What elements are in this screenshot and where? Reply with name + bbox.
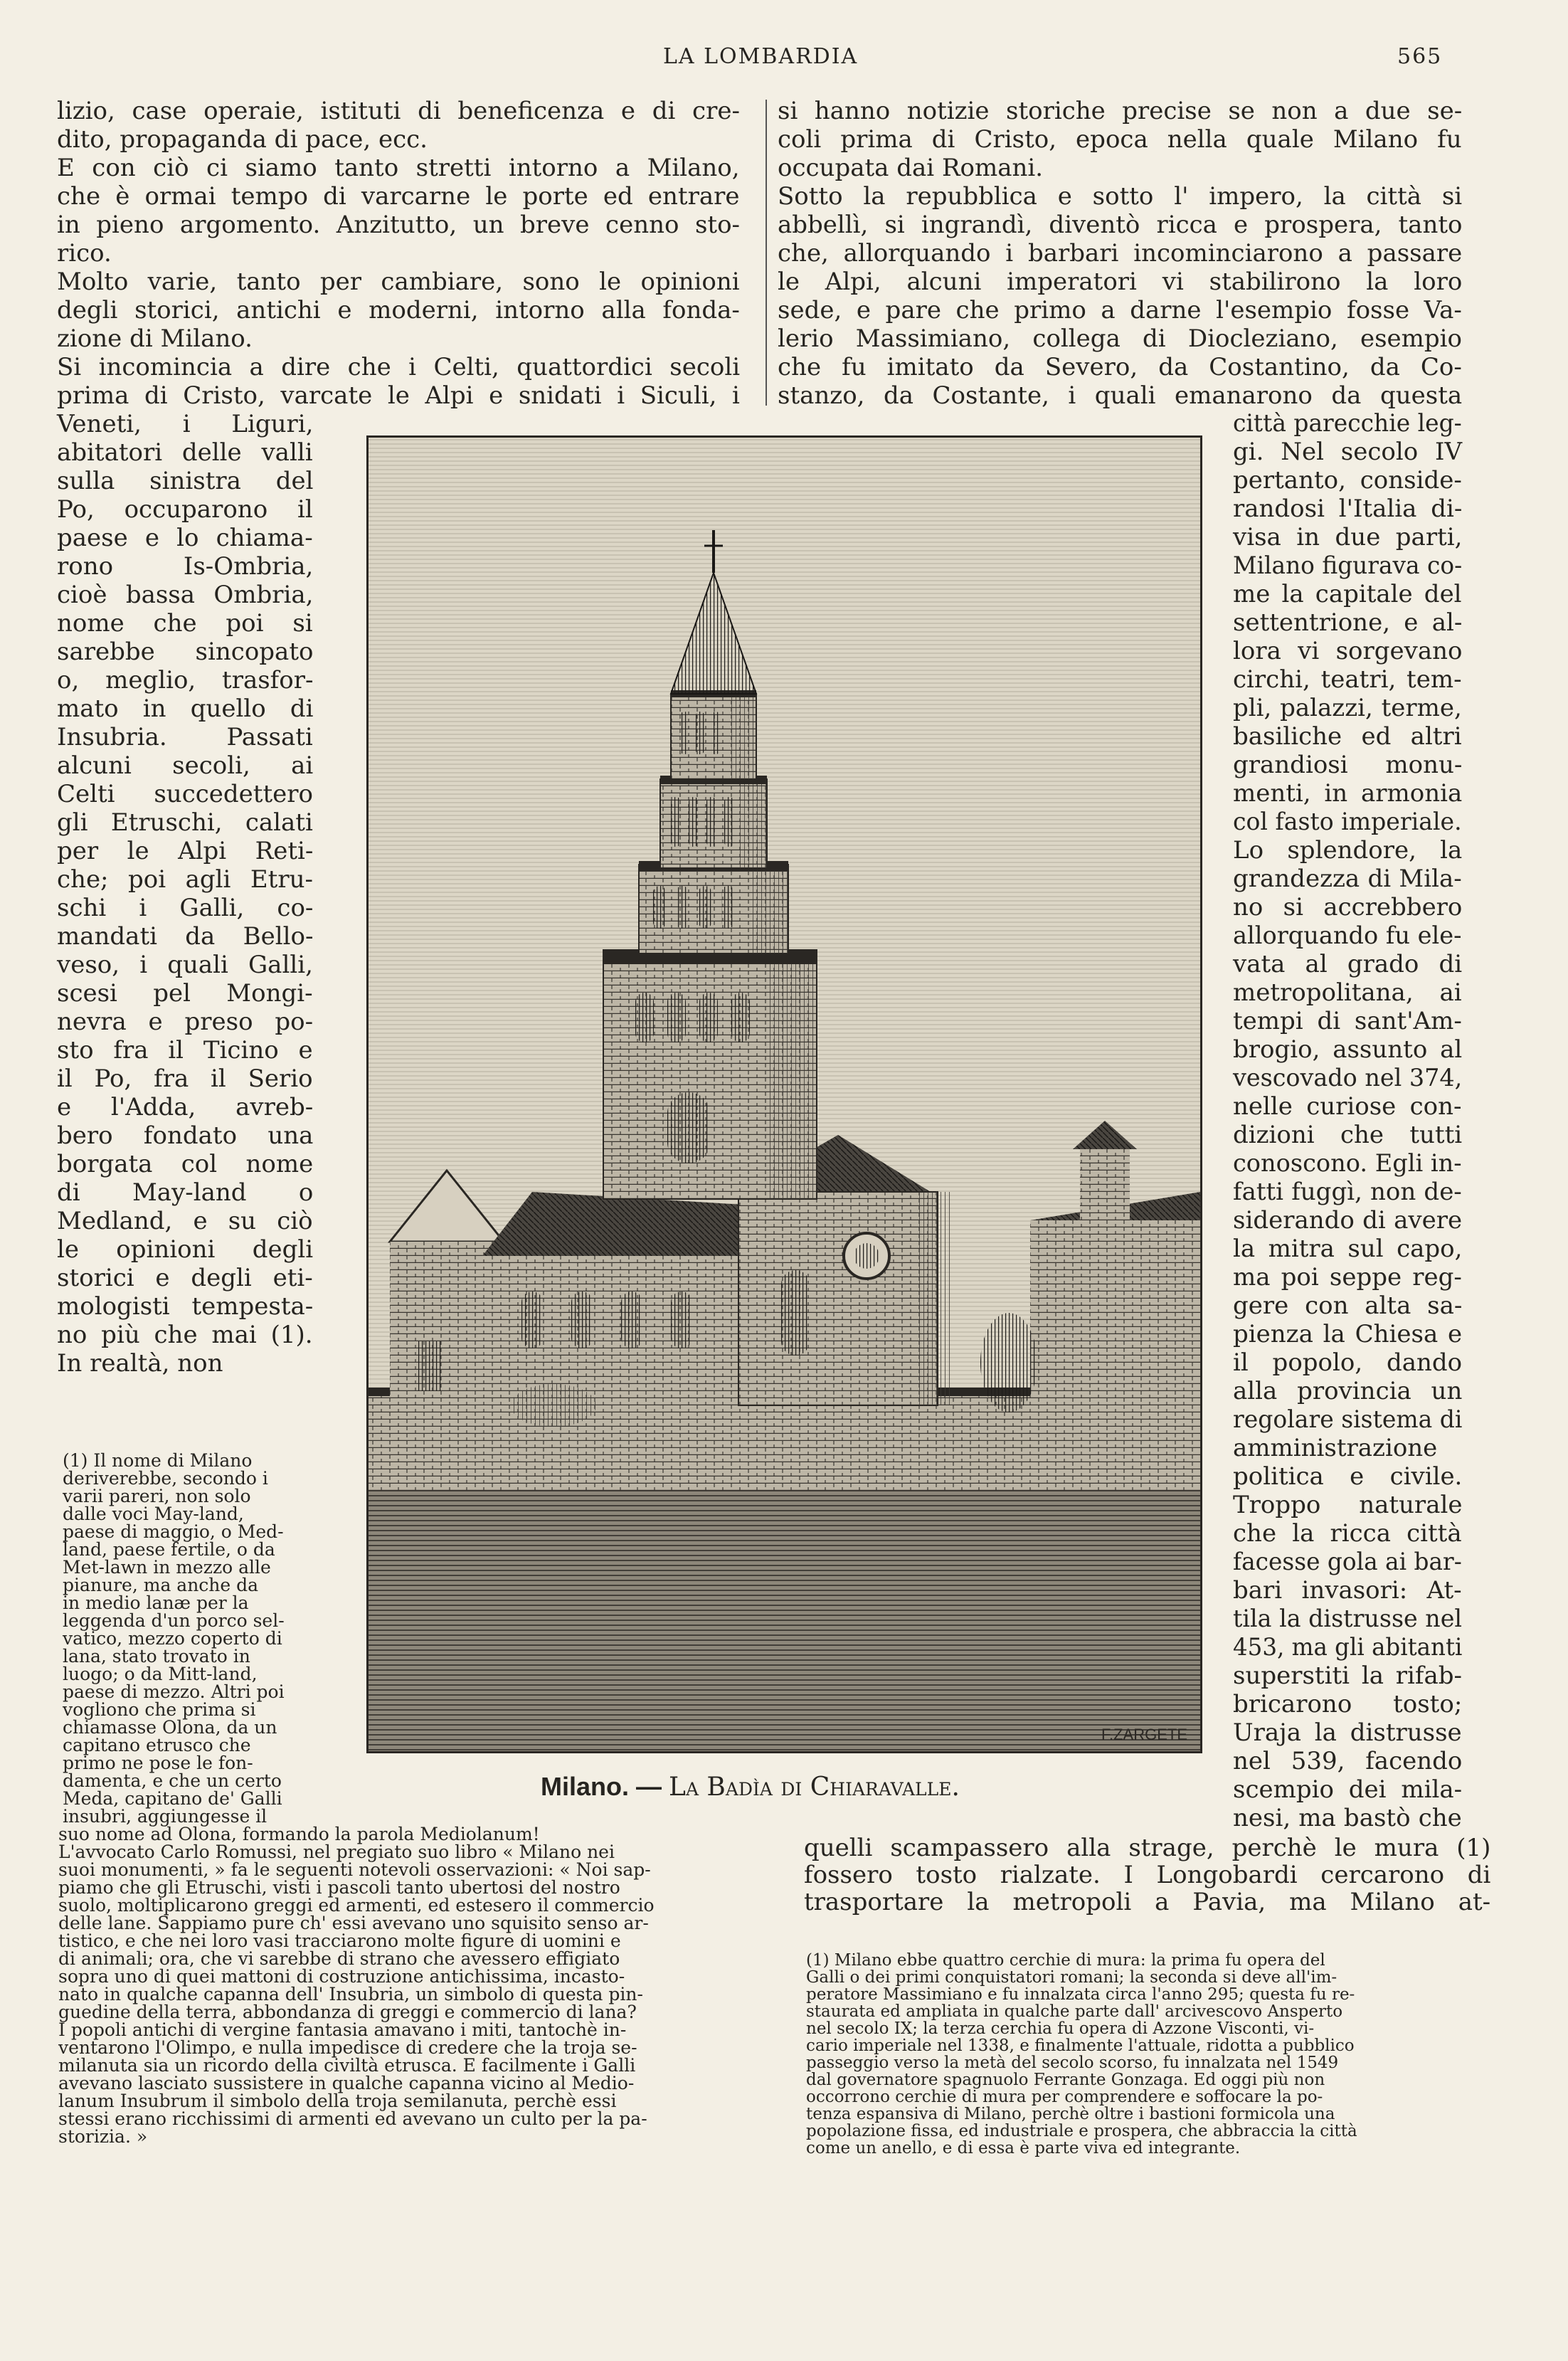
footnote-left-narrow-line: Meda, capitano de' Galli xyxy=(63,1788,282,1809)
header-title: LA LOMBARDIA xyxy=(663,44,859,69)
footnote-right-line: popolazione fissa, ed industriale e prospera, che abbraccia la città xyxy=(806,2122,1357,2140)
left-narrow-line: gli Etruschi, calati xyxy=(57,808,313,837)
right-narrow-line: pertanto, conside- xyxy=(1233,466,1462,495)
right-narrow-line: scempio dei mila- xyxy=(1233,1775,1463,1804)
footnote-right-line: occorrono cerchie di mura per comprendere e soffocare la po- xyxy=(806,2088,1323,2106)
right-bottom-line: trasportare la metropoli a Pavia, ma Milano at- xyxy=(804,1888,1491,1916)
right-narrow-line: no si accrebbero xyxy=(1233,893,1463,921)
right-top-line: sede, e pare che primo a darne l'esempio fosse Va- xyxy=(778,296,1462,324)
footnote-right-line: nel secolo IX; la terza cerchia fu opera di Azzone Visconti, vi- xyxy=(806,2019,1315,2038)
footnote-left-narrow-line: damenta, e che un certo xyxy=(63,1770,282,1791)
footnote-left-narrow-line: vatico, mezzo coperto di xyxy=(63,1628,282,1649)
left-narrow-line: scesi pel Mongi- xyxy=(57,979,313,1008)
right-narrow-line: nelle curiose con- xyxy=(1233,1092,1462,1121)
left-top-line: prima di Cristo, varcate le Alpi e snidati i Siculi, i xyxy=(57,381,740,410)
left-narrow-line: le opinioni degli xyxy=(57,1235,314,1264)
left-narrow-line: nome che poi si xyxy=(57,609,313,638)
left-top-line: zione di Milano. xyxy=(57,324,253,353)
footnote-left-narrow-line: capitano etrusco che xyxy=(63,1735,251,1755)
right-bottom-line: quelli scampassero alla strage, perchè le mura (1) xyxy=(804,1834,1491,1862)
left-narrow-line: cioè bassa Ombria, xyxy=(57,581,314,609)
right-narrow-line: regolare sistema di xyxy=(1233,1405,1463,1434)
left-narrow-line: mologisti tempesta- xyxy=(57,1292,314,1321)
footnote-left-wide-line: piamo che gli Etruschi, visti i pascoli tanto ubertosi del nostro xyxy=(58,1877,620,1898)
right-narrow-line: amministrazione xyxy=(1233,1434,1438,1462)
left-narrow-line: il Po, fra il Serio xyxy=(57,1065,313,1093)
left-top-line: lizio, case operaie, istituti di beneficenza e di cre- xyxy=(57,97,740,125)
footnote-left-wide-line: avevano lasciato sussistere in qualche capanna vicino al Medio- xyxy=(58,2073,635,2093)
right-top-line: Sotto la repubblica e sotto l' impero, la città si xyxy=(778,182,1463,211)
right-narrow-line: Uraja la distrusse xyxy=(1233,1718,1462,1747)
right-narrow-line: gi. Nel secolo IV xyxy=(1233,438,1463,466)
right-narrow-line: la mitra sul capo, xyxy=(1233,1235,1463,1263)
right-narrow-line: grandiosi monu- xyxy=(1233,751,1463,779)
illustration-chiaravalle-abbey xyxy=(366,435,1202,1753)
footnote-left-wide-line: nato in qualche capanna dell' Insubria, un simbolo di questa pin- xyxy=(58,1984,643,2005)
footnote-right-line: Galli o dei primi conquistatori romani; la seconda si deve all'im- xyxy=(806,1968,1337,1987)
engraver-signature: F.ZARGETE xyxy=(1101,1726,1188,1743)
footnote-left-wide-line: delle lane. Sappiamo pure ch' essi avevano uno squisito senso ar- xyxy=(58,1913,649,1933)
right-narrow-line: tila la distrusse nel xyxy=(1233,1605,1463,1633)
left-narrow-line: no più che mai (1). xyxy=(57,1321,313,1349)
left-narrow-line: mato in quello di xyxy=(57,694,314,723)
right-top-line: coli prima di Cristo, epoca nella quale Milano fu xyxy=(778,125,1462,154)
right-narrow-line: vescovado nel 374, xyxy=(1233,1064,1463,1092)
right-narrow-line: che la ricca città xyxy=(1233,1519,1462,1548)
right-narrow-line: allorquando fu ele- xyxy=(1233,921,1462,950)
right-narrow-line: conoscono. Egli in- xyxy=(1233,1149,1462,1178)
footnote-left-narrow-line: lana, stato trovato in xyxy=(63,1646,250,1667)
left-narrow-line: bero fondato una xyxy=(57,1121,314,1150)
right-top-line: si hanno notizie storiche precise se non a due se- xyxy=(778,97,1463,125)
footnote-right-line: staurata ed ampliata in qualche parte dall' arcivescovo Ansperto xyxy=(806,2002,1343,2021)
right-narrow-line: bricarono tosto; xyxy=(1233,1690,1463,1718)
right-narrow-line: facesse gola ai bar- xyxy=(1233,1548,1462,1576)
footnote-right-line: cario imperiale nel 1338, e finalmente l'attuale, ridotta a pubblico xyxy=(806,2037,1355,2055)
right-narrow-line: bari invasori: At- xyxy=(1233,1576,1462,1605)
left-narrow-line: paese e lo chiama- xyxy=(57,524,313,552)
right-narrow-line: nesi, ma bastò che xyxy=(1233,1804,1462,1832)
left-top-line: che è ormai tempo di varcarne le porte ed entrare xyxy=(57,182,740,211)
right-narrow-line: col fasto imperiale. xyxy=(1233,808,1462,836)
left-narrow-line: Insubria. Passati xyxy=(57,723,313,751)
right-top-line: che fu imitato da Severo, da Costantino, da Co- xyxy=(778,353,1462,381)
footnote-left-narrow-line: land, paese fertile, o da xyxy=(63,1539,275,1560)
right-narrow-line: pienza la Chiesa e xyxy=(1233,1320,1463,1348)
column-rule xyxy=(766,100,767,406)
footnote-left-wide-line: guedine della terra, abbondanza di greggi e commercio di lana? xyxy=(58,2002,637,2022)
left-narrow-line: In realtà, non xyxy=(57,1349,223,1378)
right-narrow-line: visa in due parti, xyxy=(1233,523,1463,551)
footnote-left-wide-line: storizia. » xyxy=(58,2126,148,2147)
caption-title: La Badìa di Chiaravalle. xyxy=(669,1773,960,1802)
right-narrow-line: basiliche ed altri xyxy=(1233,722,1462,751)
footnote-left-narrow-line: varii pareri, non solo xyxy=(63,1486,251,1506)
right-narrow-line: brogio, assunto al xyxy=(1233,1035,1463,1064)
left-narrow-line: per le Alpi Reti- xyxy=(57,837,314,865)
footnote-left-wide-line: ventarono l'Olimpo, e nulla impedisce di credere che la troja se- xyxy=(58,2037,637,2058)
right-narrow-line: dizioni che tutti xyxy=(1233,1121,1463,1149)
footnote-left-narrow-line: leggenda d'un porco sel- xyxy=(63,1610,285,1631)
footnote-right-line: (1) Milano ebbe quattro cerchie di mura: la prima fu opera del xyxy=(806,1951,1325,1970)
right-top-line: le Alpi, alcuni imperatori vi stabilirono la loro xyxy=(778,268,1463,296)
footnote-left-wide-line: I popoli antichi di vergine fantasia amavano i miti, tantochè in- xyxy=(58,2019,627,2040)
footnote-left-narrow-line: Met-lawn in mezzo alle xyxy=(63,1557,271,1578)
footnote-left-narrow-line: vogliono che prima si xyxy=(63,1699,256,1720)
caption-dash: — xyxy=(636,1772,662,1801)
footnote-right-line: passeggio verso la metà del secolo scorso, fu innalzata nel 1549 xyxy=(806,2054,1339,2072)
left-narrow-line: Celti succedettero xyxy=(57,780,313,808)
right-narrow-line: politica e civile. xyxy=(1233,1462,1463,1491)
right-narrow-line: grandezza di Mila- xyxy=(1233,865,1462,893)
right-narrow-line: vata al grado di xyxy=(1233,950,1463,978)
right-narrow-line: città parecchie leg- xyxy=(1233,409,1462,438)
right-narrow-line: siderando di avere xyxy=(1233,1206,1463,1235)
right-top-line: occupata dai Romani. xyxy=(778,154,1044,182)
page-number: 565 xyxy=(1397,44,1443,69)
right-narrow-line: Milano figurava co- xyxy=(1233,551,1463,580)
footnote-left-narrow-line: paese di mezzo. Altri poi xyxy=(63,1681,285,1702)
footnote-left-wide-line: suolo, moltiplicarono greggi ed armenti, ed estesero il commercio xyxy=(58,1895,655,1916)
footnote-left-narrow-line: in medio lanæ per la xyxy=(63,1593,249,1613)
footnote-right-line: peratore Massimiano e fu innalzata circa l'anno 295; questa fu re- xyxy=(806,1985,1355,2004)
left-narrow-line: sto fra il Ticino e xyxy=(57,1036,313,1065)
left-top-line: degli storici, antichi e moderni, intorno alla fonda- xyxy=(57,296,740,324)
left-top-line: Molto varie, tanto per cambiare, sono le opinioni xyxy=(57,268,740,296)
right-narrow-line: alla provincia un xyxy=(1233,1377,1463,1405)
left-top-line: in pieno argomento. Anzitutto, un breve cenno sto- xyxy=(57,211,741,239)
left-narrow-line: e l'Adda, avreb- xyxy=(57,1093,314,1121)
footnote-left-wide-line: tistico, e che nei loro vasi tracciarono molte figure di uomini e xyxy=(58,1930,621,1951)
left-narrow-line: nevra e preso po- xyxy=(57,1008,314,1036)
left-narrow-line: borgata col nome xyxy=(57,1150,314,1178)
footnote-left-narrow-line: deriverebbe, secondo i xyxy=(63,1468,268,1489)
right-top-line: che, allorquando i barbari incominciarono a passare xyxy=(778,239,1463,268)
left-narrow-line: sulla sinistra del xyxy=(57,467,314,495)
caption-city: Milano. xyxy=(541,1772,629,1801)
left-narrow-line: schi i Galli, co- xyxy=(57,894,314,922)
left-narrow-line: veso, i quali Galli, xyxy=(57,951,313,979)
footnote-left-narrow-line: paese di maggio, o Med- xyxy=(63,1521,284,1542)
footnote-right-line: come un anello, e di essa è parte viva ed integrante. xyxy=(806,2139,1241,2157)
footnote-right-line: tenza espansiva di Milano, perchè oltre i bastioni formicola una xyxy=(806,2105,1335,2123)
footnote-left-wide-line: sopra uno di quei mattoni di costruzione antichissima, incasto- xyxy=(58,1966,625,1987)
left-narrow-line: o, meglio, trasfor- xyxy=(57,666,314,694)
left-narrow-line: sarebbe sincopato xyxy=(57,638,314,666)
right-narrow-line: menti, in armonia xyxy=(1233,779,1463,808)
right-top-line: abbellì, si ingrandì, diventò ricca e prospera, tanto xyxy=(778,211,1463,239)
right-top-line: stanzo, da Costante, i quali emanarono da questa xyxy=(778,381,1463,410)
right-narrow-line: circhi, teatri, tem- xyxy=(1233,665,1462,694)
footnote-left-narrow-line: chiamasse Olona, da un xyxy=(63,1717,277,1738)
right-narrow-line: Lo splendore, la xyxy=(1233,836,1463,865)
footnote-left-narrow-line: luogo; o da Mitt-land, xyxy=(63,1664,258,1684)
left-top-line: E con ciò ci siamo tanto stretti intorno a Milano, xyxy=(57,154,740,182)
right-narrow-line: tempi di sant'Am- xyxy=(1233,1007,1462,1035)
right-narrow-line: ma poi seppe reg- xyxy=(1233,1263,1462,1292)
left-top-line: rico. xyxy=(57,239,112,268)
right-narrow-line: gere con alta sa- xyxy=(1233,1292,1463,1320)
left-narrow-line: storici e degli eti- xyxy=(57,1264,313,1292)
right-narrow-line: settentrione, e al- xyxy=(1233,608,1463,637)
footnote-left-wide-line: stessi erano ricchissimi di armenti ed avevano un culto per la pa- xyxy=(58,2108,647,2129)
left-narrow-line: abitatori delle valli xyxy=(57,438,313,467)
right-narrow-line: randosi l'Italia di- xyxy=(1233,495,1463,523)
footnote-left-narrow-line: (1) Il nome di Milano xyxy=(63,1450,253,1471)
footnote-left-wide-line: di animali; ora, che vi sarebbe di strano che avessero effigiato xyxy=(58,1948,620,1969)
left-narrow-line: mandati da Bello- xyxy=(57,922,314,951)
footnote-right-line: dal governatore spagnuolo Ferrante Gonzaga. Ed oggi più non xyxy=(806,2071,1325,2089)
footnote-left-narrow-line: pianure, ma anche da xyxy=(63,1575,259,1595)
left-narrow-line: rono Is-Ombria, xyxy=(57,552,314,581)
right-top-line: lerio Massimiano, collega di Diocleziano, esempio xyxy=(778,324,1463,353)
right-narrow-line: me la capitale del xyxy=(1233,580,1462,608)
footnote-left-wide-line: suo nome ad Olona, formando la parola Mediolanum! xyxy=(58,1824,540,1844)
right-narrow-line: nel 539, facendo xyxy=(1233,1747,1463,1775)
left-top-line: Si incomincia a dire che i Celti, quattordici secoli xyxy=(57,353,741,381)
left-narrow-line: Veneti, i Liguri, xyxy=(57,410,314,438)
right-narrow-line: fatti fuggì, non de- xyxy=(1233,1178,1462,1206)
figure-caption xyxy=(541,1772,960,1802)
footnote-left-narrow-line: insubri, aggiungesse il xyxy=(63,1806,267,1827)
right-narrow-line: 453, ma gli abitanti xyxy=(1233,1633,1463,1662)
right-narrow-line: superstiti la rifab- xyxy=(1233,1662,1463,1690)
footnote-left-narrow-line: dalle voci May-land, xyxy=(63,1504,244,1524)
right-narrow-line: pli, palazzi, terme, xyxy=(1233,694,1462,722)
right-narrow-line: metropolitana, ai xyxy=(1233,978,1462,1007)
footnote-left-narrow-line: primo ne pose le fon- xyxy=(63,1753,253,1773)
right-narrow-line: Troppo naturale xyxy=(1233,1491,1463,1519)
footnote-left-wide-line: lanum Insubrum il simbolo della troja semilanuta, perchè essi xyxy=(58,2091,617,2111)
footnote-left-wide-line: L'avvocato Carlo Romussi, nel pregiato suo libro « Milano nei xyxy=(58,1842,615,1862)
right-narrow-line: il popolo, dando xyxy=(1233,1348,1463,1377)
engraving xyxy=(369,438,1200,1751)
footnote-left-wide-line: suoi monumenti, » fa le seguenti notevoli osservazioni: « Noi sap- xyxy=(58,1859,651,1880)
left-narrow-line: alcuni secoli, ai xyxy=(57,751,314,780)
left-top-line: dito, propaganda di pace, ecc. xyxy=(57,125,428,154)
left-narrow-line: Po, occuparono il xyxy=(57,495,313,524)
left-narrow-line: Medland, e su ciò xyxy=(57,1207,313,1235)
right-bottom-line: fossero tosto rialzate. I Longobardi cercarono di xyxy=(804,1861,1491,1889)
left-narrow-line: di May-land o xyxy=(57,1178,314,1207)
footnote-left-wide-line: milanuta sia un ricordo della civiltà etrusca. E facilmente i Galli xyxy=(58,2055,636,2076)
left-narrow-line: che; poi agli Etru- xyxy=(57,865,313,894)
right-narrow-line: lora vi sorgevano xyxy=(1233,637,1463,665)
